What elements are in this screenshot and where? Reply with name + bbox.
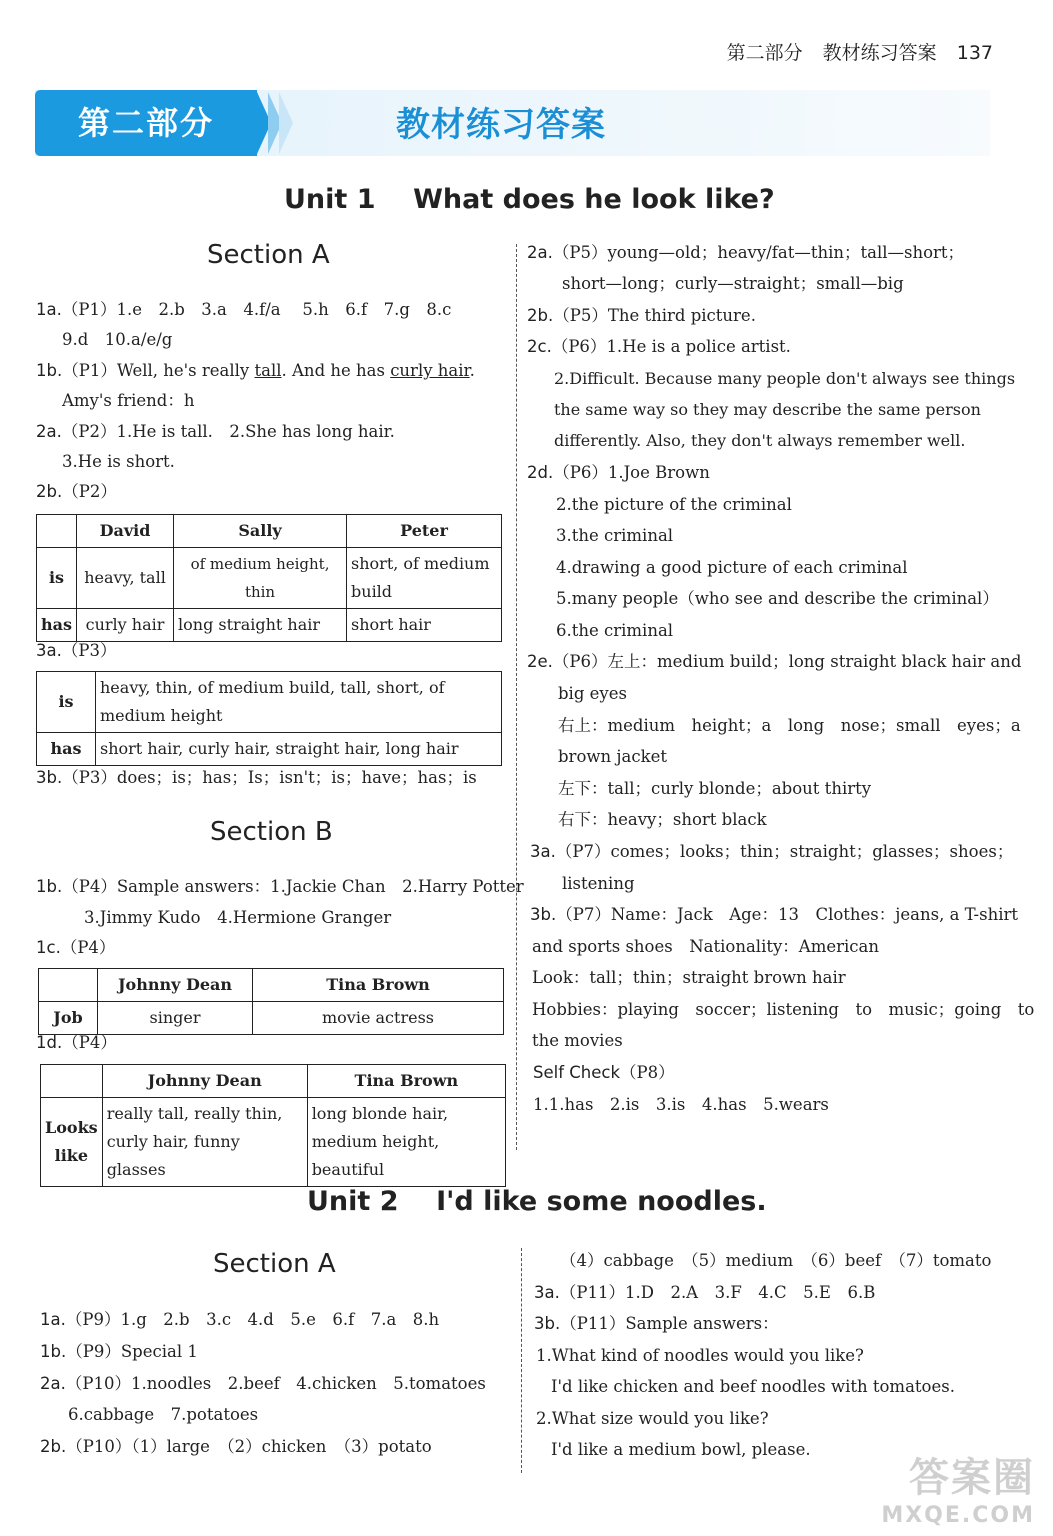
- u1-r-3b-line5: the movies: [532, 1031, 623, 1050]
- u1-2a: [36, 422, 395, 442]
- unit1-section-a-heading: Section A: [207, 240, 330, 270]
- u1-r-3b-label: 3b.: [530, 905, 557, 924]
- u2-2a: [40, 1374, 486, 1394]
- table-cell: long blonde hair, medium height, beautiful: [307, 1098, 505, 1187]
- u2-2b-page: （P10）: [66, 1437, 132, 1456]
- table-header-cell: Sally: [174, 515, 347, 548]
- u1-r-3a-cont: listening: [562, 874, 635, 893]
- watermark-top: 答案圈: [909, 1455, 1035, 1501]
- u1-2a-text: 1.He is tall. 2.She has long hair.: [116, 422, 395, 441]
- unit1-section-b-heading: Section B: [210, 817, 333, 847]
- u1-3b-label: 3b.: [36, 768, 63, 787]
- table-row: [37, 609, 502, 642]
- u2-r-3a-text: 1.D 2.A 3.F 4.C 5.E 6.B: [624, 1283, 876, 1302]
- u1-r-2e-line4: brown jacket: [558, 747, 667, 766]
- u1-3a-label: 3a.: [36, 641, 62, 660]
- u1-r-3b-line2: and sports shoes Nationality：American: [532, 937, 880, 956]
- u2-r-3b-line4: 2.What size would you like?: [536, 1409, 769, 1428]
- u1-3b: [36, 768, 477, 788]
- table-cell: heavy, tall: [77, 548, 174, 609]
- u1-r-2e-line2: big eyes: [558, 684, 627, 703]
- list-item: 6.the criminal: [556, 621, 674, 640]
- u1-r-3b-text: Name：Jack Age：13 Clothes：jeans, a T-shirt: [610, 905, 1018, 924]
- u2-r-3b-line5: I'd like a medium bowl, please.: [551, 1440, 811, 1459]
- u1-1a: [36, 300, 451, 320]
- table-cell: heavy, thin, of medium build, tall, short, of medium height: [96, 672, 502, 733]
- u2-r-2b-cont: （4）cabbage （5）medium （6）beef （7）tomato: [560, 1251, 992, 1270]
- u1-r-2a: [527, 243, 964, 263]
- table-cell: movie actress: [253, 1002, 504, 1035]
- unit2-heading: I'd like some noodles.: [436, 1186, 767, 1217]
- u1-1b-underline1: tall: [254, 361, 282, 380]
- table-cell: has: [37, 733, 96, 766]
- u1-r-2c-page: （P6）: [551, 337, 607, 356]
- u1-1a-page: （P1）: [61, 300, 117, 319]
- self-check-page: （P8）: [620, 1063, 675, 1082]
- table-cell: short, of medium build: [347, 548, 502, 609]
- table-header-row: [39, 969, 504, 1002]
- u1-r-2e-page: （P6）: [552, 652, 608, 671]
- u1-r-3a-page: （P7）: [555, 842, 611, 861]
- list-item: 2.the picture of the criminal: [556, 495, 792, 514]
- list-item: 4.drawing a good picture of each criminal: [556, 558, 908, 577]
- table-2b: [36, 514, 502, 642]
- u1-2b: [36, 482, 117, 502]
- u1-r-2e-line3: 右上：medium height；a long nose；small eyes；a: [558, 716, 1021, 735]
- unit1-number: Unit 1: [284, 184, 376, 215]
- table-cell: is: [37, 672, 96, 733]
- table-header-cell: Johnny Dean: [102, 1065, 307, 1098]
- table-cell: of medium height, thin: [174, 548, 347, 609]
- u1-1a-label: 1a.: [36, 300, 62, 319]
- u1-r-2a-text: young—old；heavy/fat—thin；tall—short；: [607, 243, 965, 262]
- u1-r-2e-line5: 左下：tall；curly blonde；about thirty: [558, 779, 872, 798]
- u1-r-2e-label: 2e.: [527, 652, 553, 671]
- table-cell: curly hair: [77, 609, 174, 642]
- u1-sb-1c: [36, 938, 115, 958]
- header-part: 第二部分: [726, 42, 803, 64]
- table-cell: has: [37, 609, 77, 642]
- u2-1a-label: 1a.: [40, 1310, 66, 1329]
- u2-2b: [40, 1437, 432, 1457]
- table-row: [39, 1002, 504, 1035]
- u1-sb-1d-page: （P4）: [62, 1033, 117, 1052]
- u2-r-3b-text: Sample answers：: [625, 1314, 779, 1333]
- table-header-cell: David: [77, 515, 174, 548]
- u1-1b-text2: . And he has: [281, 361, 391, 380]
- u1-r-2c-line2: 2.Difficult. Because many people don't always see things: [554, 369, 1016, 388]
- u1-r-3a: [530, 842, 1013, 862]
- u1-r-3b-line4: Hobbies：playing soccer；listening to music；going to: [532, 1000, 1035, 1019]
- table-cell: short hair: [347, 609, 502, 642]
- u2-1a-page: （P9）: [65, 1310, 121, 1329]
- table-cell: Job: [39, 1002, 98, 1035]
- u1-self-check: [533, 1063, 675, 1083]
- u1-r-2e: [527, 652, 1021, 672]
- table-3a: [36, 671, 502, 766]
- u1-1a-text: 1.e 2.b 3.a 4.f/a 5.h 6.f 7.g 8.c: [116, 300, 452, 319]
- u1-1b-cont: Amy's friend：h: [62, 391, 195, 410]
- u1-r-2b-label: 2b.: [527, 306, 554, 325]
- table-cell: singer: [98, 1002, 253, 1035]
- u1-2a-label: 2a.: [36, 422, 62, 441]
- u1-2a-page: （P2）: [61, 422, 117, 441]
- u1-sb-1b-cont: 3.Jimmy Kudo 4.Hermione Granger: [84, 908, 392, 927]
- table-header-cell: Tina Brown: [253, 969, 504, 1002]
- u1-r-3b-page: （P7）: [556, 905, 611, 924]
- u2-1a: [40, 1310, 439, 1330]
- unit2-number: Unit 2: [307, 1186, 399, 1217]
- running-header: [713, 38, 993, 65]
- u2-1b: [40, 1342, 198, 1362]
- unit1-title: [284, 184, 775, 215]
- table-cell: short hair, curly hair, straight hair, long hair: [96, 733, 502, 766]
- u2-2a-label: 2a.: [40, 1374, 66, 1393]
- table-header-cell: [39, 969, 98, 1002]
- unit2-section-a-heading: Section A: [213, 1249, 336, 1279]
- table-header-cell: Tina Brown: [307, 1065, 505, 1098]
- u1-2b-label: 2b.: [36, 482, 63, 501]
- table-row: [37, 548, 502, 609]
- u2-r-3b-label: 3b.: [534, 1314, 561, 1333]
- u2-2b-text: （1）large （2）chicken （3）potato: [131, 1437, 432, 1456]
- u1-sb-1b-page: （P4）: [62, 877, 117, 896]
- u1-r-2d-text: 1.Joe Brown: [607, 463, 710, 482]
- column-divider: [521, 1248, 522, 1473]
- table-cell: really tall, really thin, curly hair, funny glasses: [102, 1098, 307, 1187]
- u1-r-2d-label: 2d.: [527, 463, 554, 482]
- u1-sb-1d-label: 1d.: [36, 1033, 63, 1052]
- list-item: 3.the criminal: [556, 526, 674, 545]
- table-1c: [38, 968, 504, 1035]
- part-badge: 第二部分: [35, 90, 257, 156]
- u1-1b: [36, 361, 475, 381]
- page-number: 137: [956, 42, 993, 64]
- u1-r-3a-label: 3a.: [530, 842, 556, 861]
- u1-r-3a-text: comes；looks；thin；straight；glasses；shoes；: [610, 842, 1014, 861]
- u1-r-2a-label: 2a.: [527, 243, 553, 262]
- u2-r-3a-page: （P11）: [559, 1283, 625, 1302]
- self-check-text: 1.1.has 2.is 3.is 4.has 5.wears: [533, 1095, 829, 1114]
- u1-r-2d-page: （P6）: [553, 463, 608, 482]
- u2-2a-page: （P10）: [65, 1374, 131, 1393]
- u1-r-2c-line4: differently. Also, they don't always remember well.: [554, 431, 966, 450]
- column-divider: [516, 244, 517, 1150]
- u1-r-2c-line3: the same way so they may describe the same person: [554, 400, 981, 419]
- unit1-heading: What does he look like?: [413, 184, 775, 215]
- u2-r-3b: [534, 1314, 779, 1334]
- table-header-cell: [41, 1065, 103, 1098]
- u1-3a-page: （P3）: [61, 641, 117, 660]
- list-item: 5.many people（who see and describe the criminal）: [556, 589, 999, 608]
- u1-r-2c: [527, 337, 791, 357]
- u1-r-2b-page: （P5）: [553, 306, 608, 325]
- table-header-row: [41, 1065, 506, 1098]
- table-header-row: [37, 515, 502, 548]
- u2-1a-text: 1.g 2.b 3.c 4.d 5.e 6.f 7.a 8.h: [120, 1310, 440, 1329]
- u2-r-3b-page: （P11）: [560, 1314, 626, 1333]
- u2-1b-text: Special 1: [120, 1342, 198, 1361]
- u2-2a-cont: 6.cabbage 7.potatoes: [68, 1405, 259, 1424]
- u1-2a-cont: 3.He is short.: [62, 452, 175, 471]
- u1-1a-cont: 9.d 10.a/e/g: [62, 330, 173, 349]
- u1-1b-text1: Well, he's really: [116, 361, 255, 380]
- u1-r-2e-text: 左上：medium build；long straight black hair and: [607, 652, 1022, 671]
- u1-r-3b: [530, 905, 1018, 925]
- header-subject: 教材练习答案: [822, 42, 937, 64]
- u1-sb-1b: [36, 877, 524, 897]
- u1-r-2e-line6: 右下：heavy；short black: [558, 810, 767, 829]
- u1-sb-1d: [36, 1033, 117, 1053]
- u1-1b-label: 1b.: [36, 361, 63, 380]
- u1-r-3b-line3: Look：tall；thin；straight brown hair: [532, 968, 846, 987]
- u1-r-2a-cont: short—long；curly—straight；small—big: [562, 274, 904, 293]
- u2-r-3a: [534, 1283, 875, 1303]
- u1-3b-text: does；is；has；Is；isn't；is；have；has；is: [116, 768, 477, 787]
- u1-2b-page: （P2）: [62, 482, 117, 501]
- u1-sb-1b-label: 1b.: [36, 877, 63, 896]
- table-header-cell: Johnny Dean: [98, 969, 253, 1002]
- u1-sb-1c-label: 1c.: [36, 938, 61, 957]
- u1-3b-page: （P3）: [62, 768, 117, 787]
- table-row: [37, 733, 502, 766]
- table-header-cell: Peter: [347, 515, 502, 548]
- u1-3a: [36, 641, 116, 661]
- watermark-bottom: MXQE.COM: [881, 1503, 1035, 1528]
- u1-r-2d: [527, 463, 710, 483]
- table-cell: is: [37, 548, 77, 609]
- table-1d: [40, 1064, 506, 1187]
- u1-r-2b: [527, 306, 756, 326]
- table-row: [41, 1098, 506, 1187]
- u1-sb-1c-page: （P4）: [60, 938, 116, 957]
- u2-1b-label: 1b.: [40, 1342, 67, 1361]
- chevron-icon: [279, 92, 293, 154]
- unit2-title: [307, 1186, 767, 1217]
- u1-1b-underline2: curly hair: [390, 361, 470, 380]
- u1-1b-page: （P1）: [62, 361, 117, 380]
- u2-1b-page: （P9）: [66, 1342, 121, 1361]
- u1-1b-text3: .: [469, 361, 475, 380]
- table-cell: long straight hair: [174, 609, 347, 642]
- u2-2a-text: 1.noodles 2.beef 4.chicken 5.tomatoes: [130, 1374, 486, 1393]
- watermark-logo: [881, 1446, 1035, 1528]
- banner-title: 教材练习答案: [396, 105, 606, 145]
- table-cell: Looks like: [41, 1098, 103, 1187]
- u1-sb-1b-text: Sample answers：1.Jackie Chan 2.Harry Potter: [116, 877, 524, 896]
- u2-r-3b-line3: I'd like chicken and beef noodles with tomatoes.: [551, 1377, 955, 1396]
- self-check-label: Self Check: [533, 1063, 621, 1082]
- u2-2b-label: 2b.: [40, 1437, 67, 1456]
- table-row: [37, 672, 502, 733]
- table-header-cell: [37, 515, 77, 548]
- u1-r-2c-text: 1.He is a police artist.: [606, 337, 791, 356]
- u1-r-2c-label: 2c.: [527, 337, 552, 356]
- u1-r-2a-page: （P5）: [552, 243, 608, 262]
- u1-r-2b-text: The third picture.: [607, 306, 756, 325]
- u2-r-3a-label: 3a.: [534, 1283, 560, 1302]
- u2-r-3b-line2: 1.What kind of noodles would you like?: [536, 1346, 864, 1365]
